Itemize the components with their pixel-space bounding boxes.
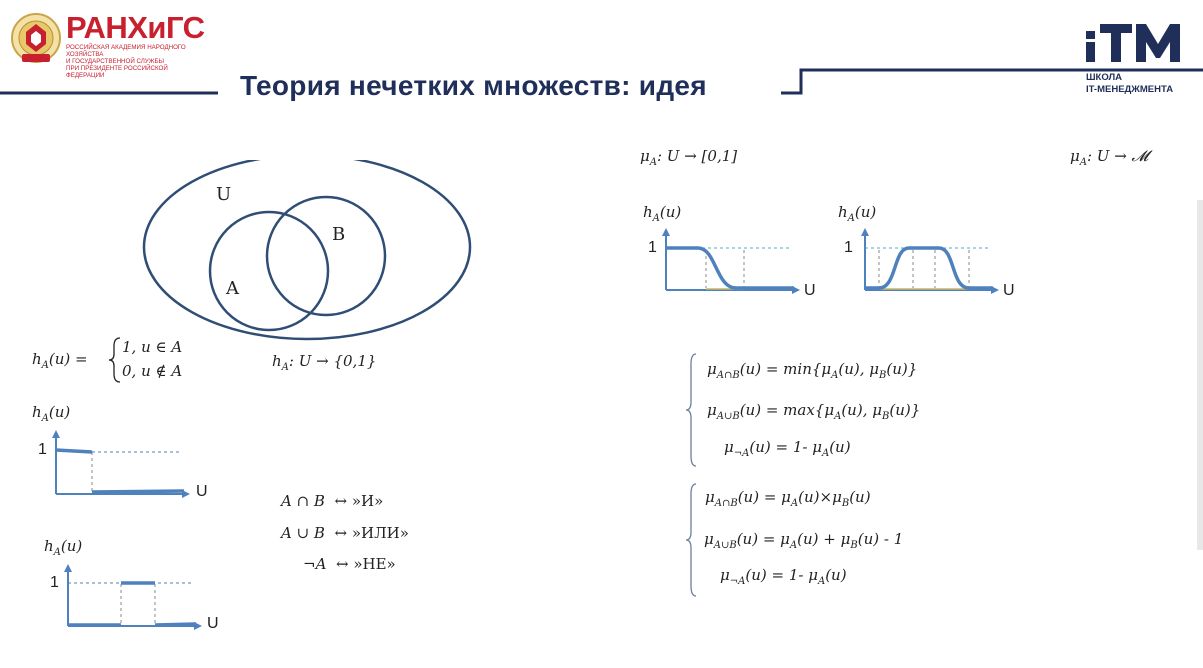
op-rhs: (u) = max{μ (739, 401, 835, 419)
func-sub: A (41, 360, 49, 371)
mu-symbol: μ (640, 147, 650, 165)
mu-sub: A (834, 411, 842, 422)
graph2-ylabel (44, 537, 82, 558)
mu-symbol: μ (720, 566, 730, 584)
ops2-union: $\mu_{A\cup B}(u) = \mu_A(u) + \mu_B(u) - 1$ (704, 530, 904, 551)
graph2-u-label: U (207, 615, 219, 632)
ops1-brace (684, 352, 698, 468)
venn-diagram (140, 160, 480, 345)
op-sub: A∩B (716, 370, 740, 381)
graph1-one-label: 1 (38, 441, 47, 458)
itm-logo-icon (1086, 20, 1190, 64)
graph1-u-label: U (196, 483, 208, 500)
mu-sub: A (790, 498, 799, 509)
mu-symbol: μ (704, 530, 714, 548)
func-arg: (u) = (48, 350, 88, 368)
mapping-sub: A (281, 362, 289, 373)
logic-arrow: ↔ (335, 555, 349, 573)
school-name (1086, 72, 1173, 96)
mapping-rhs: : U → {0,1} (288, 352, 377, 370)
case-in: 1, u ∈ A (122, 338, 183, 356)
mu-sub: A (817, 576, 826, 587)
mu-sub: A (831, 370, 839, 381)
op-sub: A∩B (714, 498, 738, 509)
op-rhs2: (u) (829, 438, 851, 456)
op-rhs3: (u) - 1 (857, 530, 904, 548)
window-edge-scrollbar[interactable] (1197, 200, 1203, 550)
set-a-label: A (226, 278, 239, 299)
fuzzy-graph2-ylabel (838, 203, 876, 224)
logic-arrow: ↔ (334, 492, 348, 510)
set-b-label: B (332, 224, 346, 245)
graph2-one-label: 1 (50, 574, 59, 591)
mu-symbol: μ (1070, 147, 1080, 165)
mu-symbol: μ (705, 488, 715, 506)
ops2-intersection: $\mu_{A\cap B}(u) = \mu_A(u)\times\mu_B(u)$ (705, 488, 871, 509)
op-rhs: (u) = μ (736, 530, 790, 548)
op-rhs3: (u)} (889, 401, 921, 419)
map-rhs: : U → [0,1] (656, 147, 738, 165)
ops1-union: $\mu_{A\cup B}(u) = \max\{\mu_A(u)$, $\mu_B(u)$} (707, 401, 921, 422)
ops2-brace (684, 482, 698, 598)
org-subtitle-line: ПРИ ПРЕЗИДЕНТЕ РОССИЙСКОЙ ФЕДЕРАЦИИ (66, 65, 168, 79)
fuzzy-graph1-one-label: 1 (648, 239, 657, 256)
fuzzy-mapping-unit (640, 147, 737, 168)
op-rhs2: (u) + μ (797, 530, 851, 548)
logic-word: »ИЛИ» (351, 524, 409, 542)
org-subtitle-line: И ГОСУДАРСТВЕННОЙ СЛУЖБЫ (66, 58, 164, 65)
op-rhs2: (u), μ (841, 401, 882, 419)
mu-sub: A (821, 448, 830, 459)
graph2-crisp (60, 562, 210, 634)
ops1-intersection: $\mu_{A\cap B}(u) = \min\{\mu_A(u)$, $\mu_B(u)$} (707, 360, 918, 381)
func-symbol: h (32, 350, 42, 368)
crisp-function-lhs (32, 350, 88, 371)
logic-expr: ¬A (303, 555, 327, 573)
org-subtitle-line: РОССИЙСКАЯ АКАДЕМИЯ НАРОДНОГО ХОЗЯЙСТВА (66, 44, 186, 58)
fuzzy-graph1-u-label: U (804, 282, 816, 299)
op-rhs: (u) = 1- μ (749, 438, 822, 456)
org-name: РАНХиГС (66, 10, 205, 45)
ylabel-arg: (u) (659, 203, 682, 221)
ylabel-sub: A (41, 413, 49, 424)
mu-symbol: μ (707, 401, 717, 419)
ops2-negation (720, 566, 847, 587)
logic-or (281, 524, 409, 542)
mapping-func: h (272, 352, 282, 370)
ylabel-h: h (44, 537, 54, 555)
logic-expr: A ∪ B (281, 524, 325, 542)
graph1-ylabel (32, 403, 70, 424)
logic-word: »И» (351, 492, 384, 510)
ylabel-sub: A (652, 213, 660, 224)
fuzzy-graph1-ylabel (643, 203, 681, 224)
universe-label: U (216, 184, 232, 205)
ylabel-sub: A (847, 213, 855, 224)
mu-sub: A (1079, 157, 1087, 168)
logic-word: »НЕ» (353, 555, 396, 573)
op-rhs3: (u)} (886, 360, 918, 378)
crisp-mapping (272, 352, 376, 373)
op-sub: ¬A (729, 576, 746, 587)
slide-title: Теория нечетких множеств: идея (240, 70, 707, 101)
op-rhs: (u) = min{μ (739, 360, 832, 378)
fuzzy-graph2-u-label: U (1003, 282, 1015, 299)
graph1-crisp (48, 428, 198, 500)
ylabel-h: h (838, 203, 848, 221)
ylabel-sub: A (53, 547, 61, 558)
op-rhs2: (u), μ (838, 360, 880, 378)
ops1-negation (724, 438, 851, 459)
fuzzy-graph1 (658, 226, 808, 298)
logic-and (281, 492, 383, 510)
mu-symbol: μ (707, 360, 717, 378)
op-rhs: (u) = μ (737, 488, 791, 506)
fuzzy-mapping-lattice (1070, 147, 1148, 168)
ylabel-h: h (32, 403, 42, 421)
ylabel-arg: (u) (60, 537, 83, 555)
op-rhs2: (u) (825, 566, 847, 584)
logic-not (303, 555, 396, 573)
school-line: ШКОЛА (1086, 72, 1123, 83)
ylabel-arg: (u) (854, 203, 877, 221)
op-rhs: (u) = 1- μ (745, 566, 818, 584)
op-sub: ¬A (733, 448, 750, 459)
logic-expr: A ∩ B (281, 492, 325, 510)
op-sub: A∪B (713, 540, 737, 551)
op-rhs2: (u)×μ (798, 488, 842, 506)
fuzzy-graph2-one-label: 1 (844, 239, 853, 256)
op-rhs3: (u) (849, 488, 871, 506)
mu-sub: A (649, 157, 657, 168)
mu-sub: A (789, 540, 798, 551)
fuzzy-graph2 (857, 226, 1007, 298)
ylabel-arg: (u) (48, 403, 71, 421)
logic-arrow: ↔ (334, 524, 348, 542)
school-line: IT-МЕНЕДЖМЕНТА (1086, 84, 1174, 95)
mu-symbol: μ (724, 438, 734, 456)
map-rhs: : U → 𝓜 (1086, 147, 1149, 165)
cases-brace (108, 336, 122, 384)
case-not-in: 0, u ∉ A (122, 362, 183, 380)
op-sub: A∪B (716, 411, 740, 422)
ylabel-h: h (643, 203, 653, 221)
